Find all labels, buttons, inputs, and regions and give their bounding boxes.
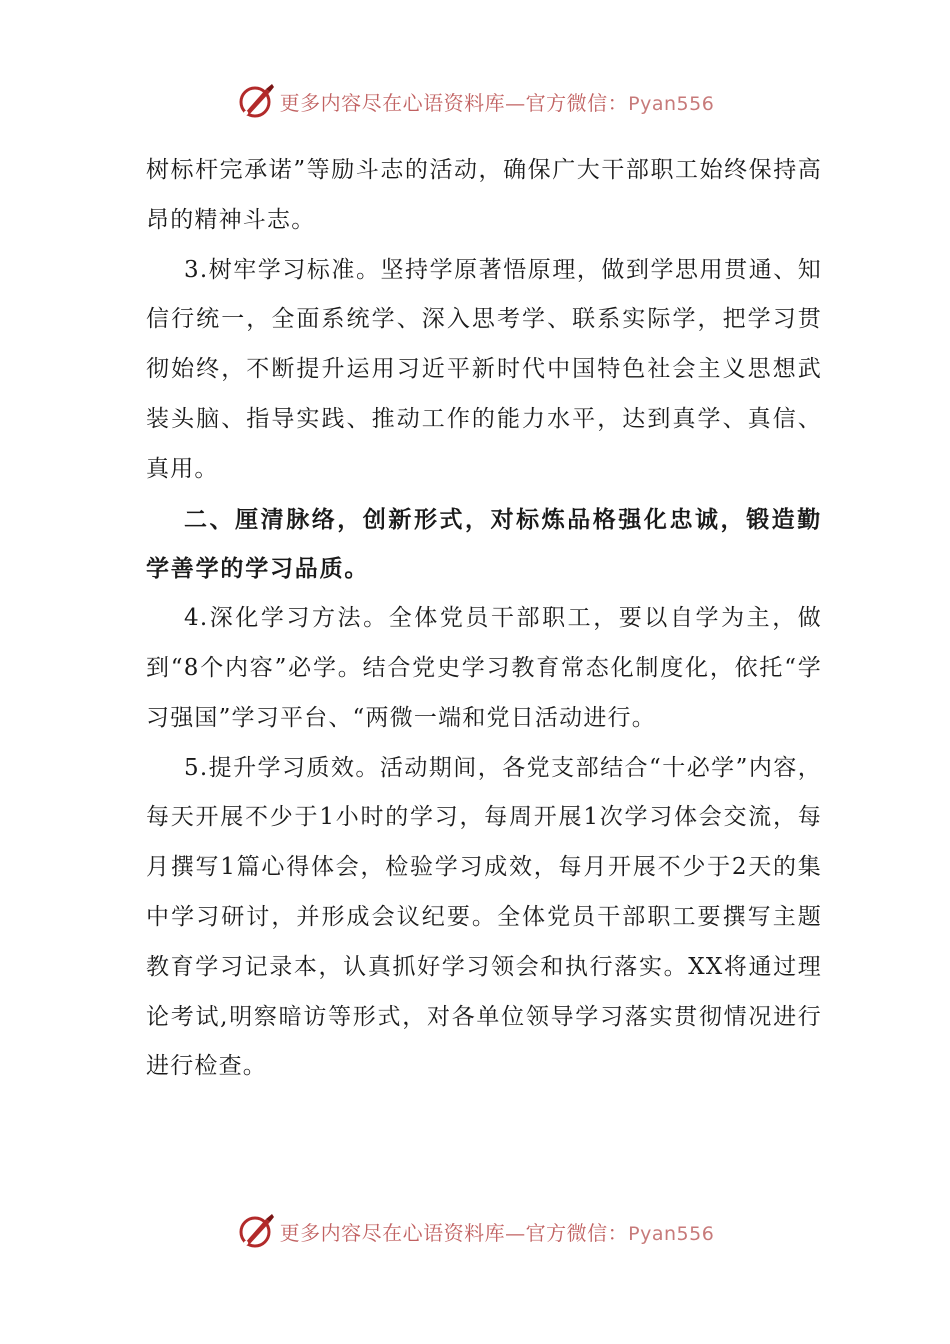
banner-wechat-id: Pyan556 [628, 1222, 715, 1245]
banner-label: 更多内容尽在心语资料库—官方微信： [279, 1220, 629, 1245]
pen-logo-icon [236, 81, 276, 121]
paragraph-item-4: 4.深化学习方法。全体党员干部职工，要以自学为主，做到“8个内容”必学。结合党史学习教育常态化制度化，依托“学习强国”学习平台、“两微一端和党日活动进行。 [146, 605, 822, 731]
paragraph-item-5: 5.提升学习质效。活动期间，各党支部结合“十必学”内容，每天开展不少于1小时的学习，每周开展1次学习体会交流，每月撰写1篇心得体会，检验学习成效，每月开展不少于2天的集中学习研讨，并形成会议纪要。全体党员干部职工要撰写主题教育学习记录本，认真抓好学习领会和执行落实。XX将通过理论考试,明察暗访等形式，对各单位领导学习落实贯彻情况进行进行检查。 [146, 754, 822, 1080]
document-body [146, 146, 822, 1092]
paragraph-item-3: 3.树牢学习标准。坚持学原著悟原理，做到学思用贯通、知信行统一，全面系统学、深入思考学、联系实际学，把学习贯彻始终，不断提升运用习近平新时代中国特色社会主义思想武装头脑、指导实践、推动工作的能力水平，达到真学、真信、真用。 [146, 256, 822, 482]
pen-logo-icon [236, 1211, 276, 1251]
banner-label: 更多内容尽在心语资料库—官方微信： [279, 90, 629, 115]
header-banner [0, 76, 950, 126]
banner-text [280, 87, 715, 116]
footer-banner [0, 1206, 950, 1256]
banner-wechat-id: Pyan556 [628, 92, 715, 115]
banner-text [280, 1217, 715, 1246]
section-heading-2: 二、厘清脉络，创新形式，对标炼品格强化忠诚，锻造勤学善学的学习品质。 [146, 505, 822, 583]
paragraph-continuation: 树标杆完承诺”等励斗志的活动，确保广大干部职工始终保持高昂的精神斗志。 [146, 157, 822, 233]
